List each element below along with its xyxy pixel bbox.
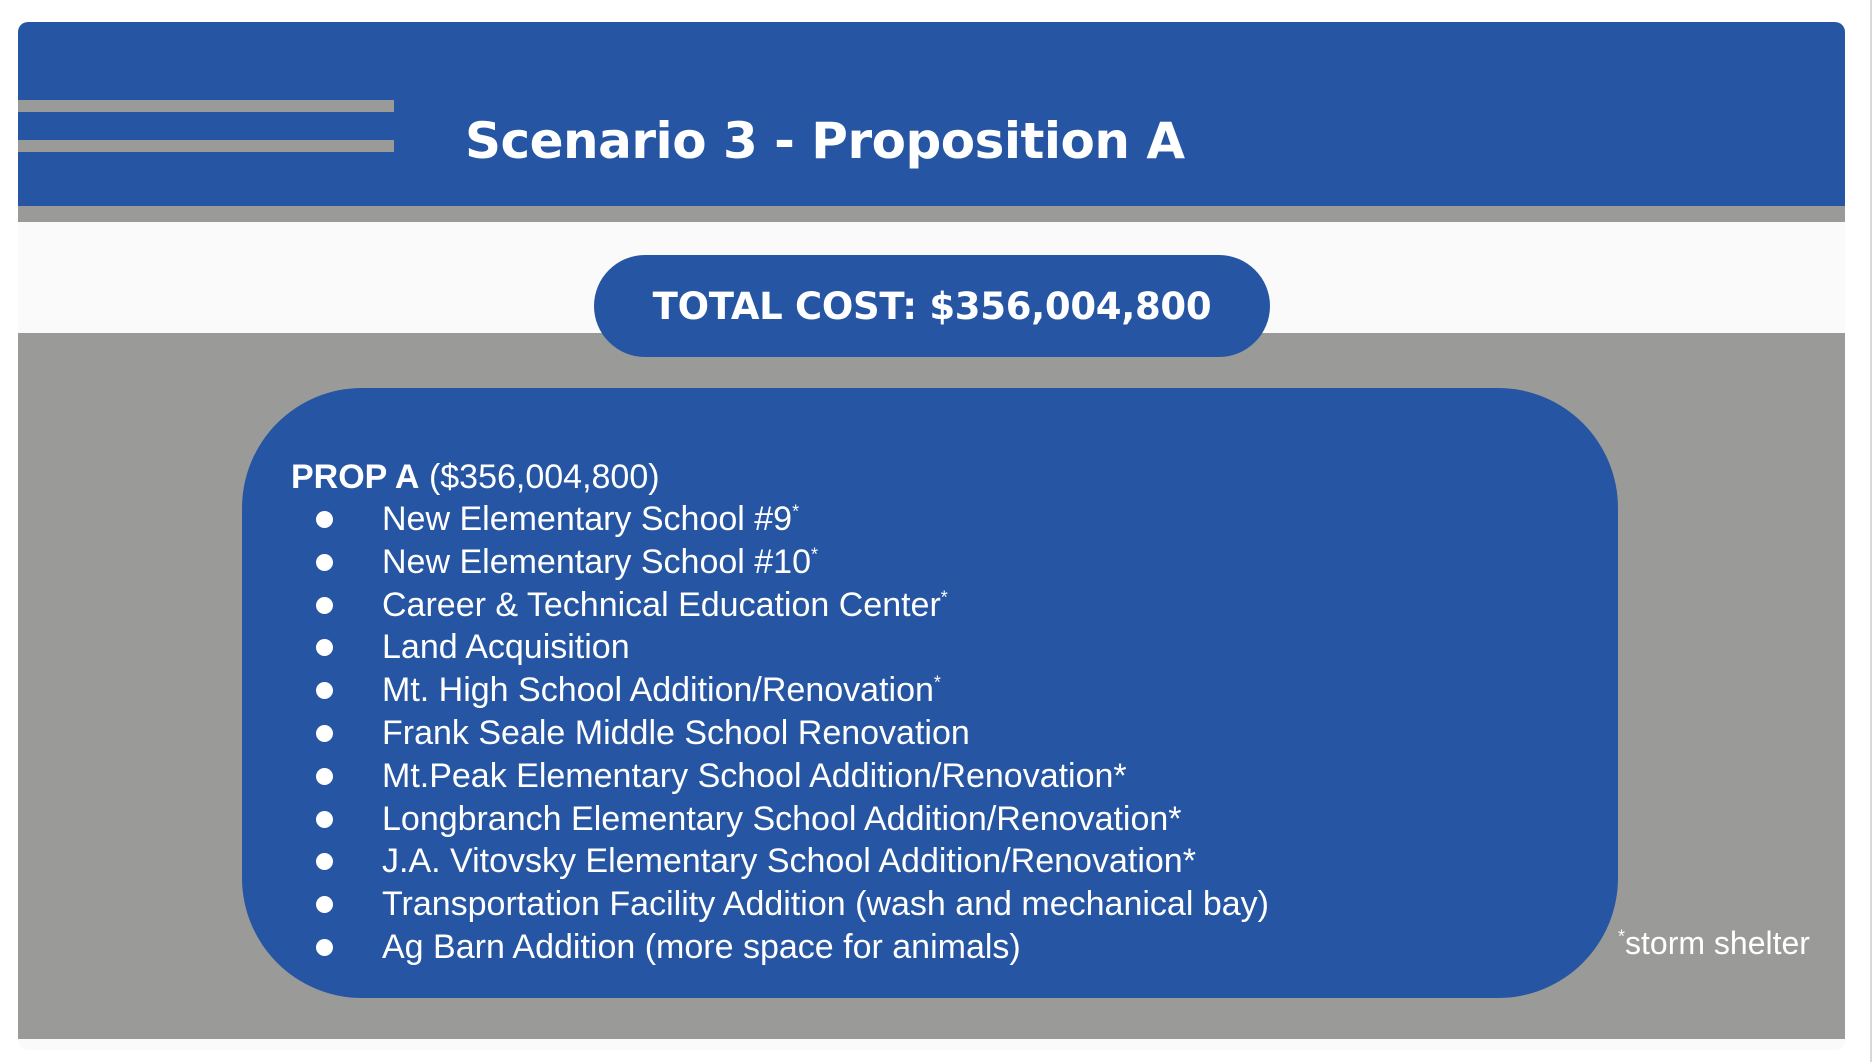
list-item-text: Frank Seale Middle School Renovation [382,713,970,752]
bullet-icon [316,896,333,913]
header-bar [18,22,1845,206]
list-item-text: Ag Barn Addition (more space for animals) [382,927,1021,966]
footnote-text: storm shelter [1625,925,1810,961]
bullet-icon [316,682,333,699]
prop-amount: ($356,004,800) [428,458,660,496]
slide-title: Scenario 3 - Proposition A [465,112,1185,170]
prop-a-panel [242,388,1618,998]
footnote-mark: * [1618,926,1626,947]
list-item-text: J.A. Vitovsky Elementary School Addition/Renovation* [382,842,1196,881]
storm-shelter-mark: * [933,672,941,693]
bullet-icon [316,725,333,742]
bullet-icon [316,939,333,956]
bullet-icon [316,511,333,528]
list-item-text: New Elementary School #9 [382,500,793,538]
total-cost-badge [594,255,1270,357]
bullet-icon [316,639,333,656]
bullet-icon [316,554,333,571]
list-item-text: Mt. High School Addition/Renovation [382,671,934,710]
bullet-icon [316,853,333,870]
bullet-icon [316,597,333,614]
prop-heading [291,460,660,494]
list-item-text: Career & Technical Education Center [382,585,941,624]
list-item-text: Longbranch Elementary School Addition/Renovation* [382,799,1182,838]
storm-shelter-mark: * [811,544,819,565]
prop-label: PROP A [291,458,420,496]
list-item-text: New Elementary School #10 [382,542,812,581]
total-cost-text: TOTAL COST: $356,004,800 [652,284,1212,328]
list-item-text: Mt.Peak Elementary School Addition/Renovation* [382,756,1127,795]
header-decorative-line [18,100,394,112]
list-item-text: Land Acquisition [382,628,630,667]
slide [18,22,1845,1050]
header-decorative-line [18,140,394,152]
bullet-icon [316,811,333,828]
storm-shelter-mark: * [792,501,800,522]
slide-edge-divider [1870,0,1872,1062]
footnote [1618,927,1810,959]
header-stripe [18,206,1845,222]
storm-shelter-mark: * [940,587,948,608]
list-item-text: Transportation Facility Addition (wash and mechanical bay) [382,885,1269,924]
bullet-icon [316,768,333,785]
